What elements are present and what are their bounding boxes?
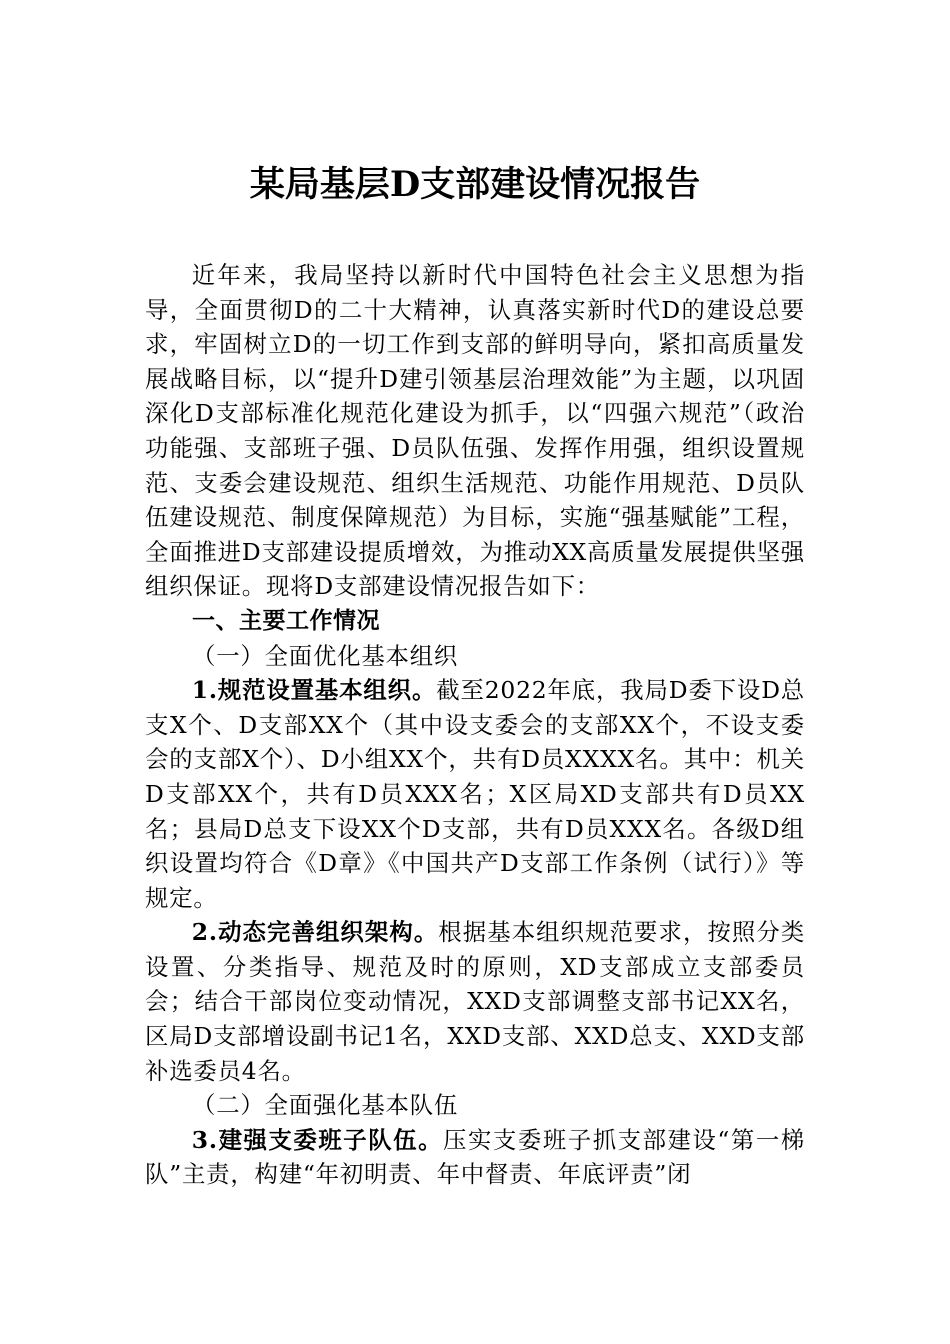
item-text-1: 截至2022年底，我局D委下设D总支X个、D支部XX个（其中设支委会的支部XX个，不设支委会的支部X个）、D小组XX个，共有D员XXXX名。其中：机关D支部XX个，共有D员XXX名；X区局XD支部共有D员XX名；县局D总支下设XX个D支部，共有D员XXX名。各级D组织设置均符合《D章》《中国共产D支部工作条例（试行）》等规定。 — [145, 676, 805, 912]
item-text-3: 压实支委班子抓支部建设“第一梯队”主责，构建“年初明责、年中督责、年底评责”闭 — [145, 1125, 805, 1189]
item-lead-1: 1.规范设置基本组织。 — [191, 676, 437, 705]
item-paragraph-1 — [145, 673, 805, 915]
document-body — [145, 258, 805, 1192]
document-title: 某局基层D支部建设情况报告 — [249, 164, 701, 205]
intro-paragraph: 近年来，我局坚持以新时代中国特色社会主义思想为指导，全面贯彻D的二十大精神，认真落实新时代D的建设总要求，牢固树立D的一切工作到支部的鲜明导向，紧扣高质量发展战略目标，以“提升D建引领基层治理效能”为主题，以巩固深化D支部标准化规范化建设为抓手，以“四强六规范”（政治功能强、支部班子强、D员队伍强、发挥作用强，组织设置规范、支委会建设规范、组织生活规范、功能作用规范、D员队伍建设规范、制度保障规范）为目标，实施“强基赋能”工程，全面推进D支部建设提质增效，为推动XX高质量发展提供坚强组织保证。现将D支部建设情况报告如下： — [145, 261, 805, 601]
subsection-heading-basic-organization: （一）全面优化基本组织 — [192, 641, 459, 670]
subsection-heading-basic-team: （二）全面强化基本队伍 — [192, 1091, 459, 1120]
section-heading-main-work: 一、主要工作情况 — [192, 607, 380, 634]
item-paragraph-3 — [145, 1123, 805, 1192]
item-text-2: 根据基本组织规范要求，按照分类设置、分类指导、规范及时的原则，XD支部成立支部委员会；结合干部岗位变动情况，XXD支部调整支部书记XX名，区局D支部增设副书记1名，XXD支部、XXD总支、XXD支部补选委员4名。 — [145, 918, 806, 1085]
item-paragraph-2 — [145, 915, 805, 1088]
item-lead-3: 3.建强支委班子队伍。 — [191, 1125, 444, 1154]
item-lead-2: 2.动态完善组织架构。 — [191, 918, 439, 947]
